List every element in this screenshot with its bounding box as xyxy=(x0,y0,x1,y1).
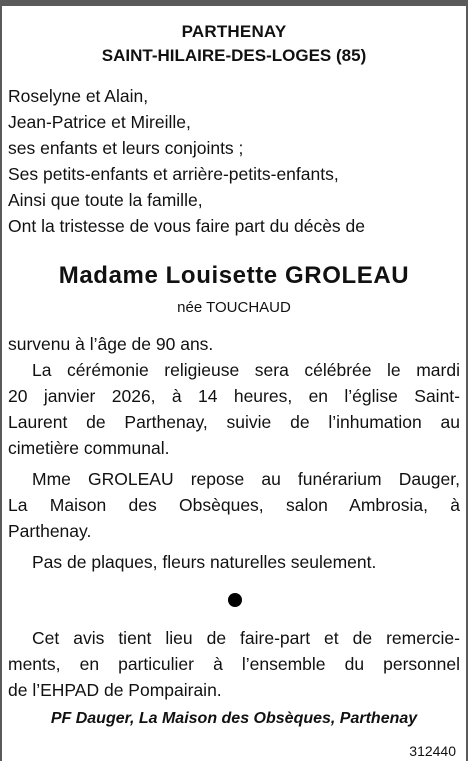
family-line: Ses petits-enfants et arrière-petits-enfants, xyxy=(8,164,339,184)
deceased-name: Madame Louisette GROLEAU xyxy=(58,262,410,289)
location-title: PARTHENAY xyxy=(181,22,287,41)
family-line: Ont la tristesse de vous faire part du décès de xyxy=(8,216,365,236)
ceremony-line: cimetière communal. xyxy=(8,438,170,458)
ceremony-line: Laurent de Parthenay, suivie de l’inhumation au xyxy=(8,412,460,432)
location-subtitle: SAINT-HILAIRE-DES-LOGES (85) xyxy=(101,46,367,65)
repose-line: Mme GROLEAU repose au funérarium Dauger, xyxy=(32,469,460,489)
bullet-separator xyxy=(228,593,242,607)
notice-line: ments, en particulier à l’ensemble du personnel xyxy=(8,654,460,674)
family-line: Ainsi que toute la famille, xyxy=(8,190,203,210)
repose-line: Parthenay. xyxy=(8,521,92,541)
notice-line: Cet avis tient lieu de faire-part et de remercie- xyxy=(32,628,460,648)
family-line: Jean-Patrice et Mireille, xyxy=(8,112,191,132)
ceremony-line: La cérémonie religieuse sera célébrée le mardi xyxy=(32,360,460,380)
family-line: Roselyne et Alain, xyxy=(8,86,149,106)
funeral-home-signature: PF Dauger, La Maison des Obsèques, Parthenay xyxy=(50,710,418,727)
reference-number: 312440 xyxy=(409,743,456,759)
maiden-name: née TOUCHAUD xyxy=(177,299,291,316)
family-line: ses enfants et leurs conjoints ; xyxy=(8,138,244,158)
ceremony-line: 20 janvier 2026, à 14 heures, en l’église Saint- xyxy=(8,386,460,406)
notice-line: de l’EHPAD de Pompairain. xyxy=(8,680,222,700)
flowers-line: Pas de plaques, fleurs naturelles seulement. xyxy=(32,552,377,572)
repose-line: La Maison des Obsèques, salon Ambrosia, à xyxy=(8,495,460,515)
age-line: survenu à l’âge de 90 ans. xyxy=(8,334,214,354)
